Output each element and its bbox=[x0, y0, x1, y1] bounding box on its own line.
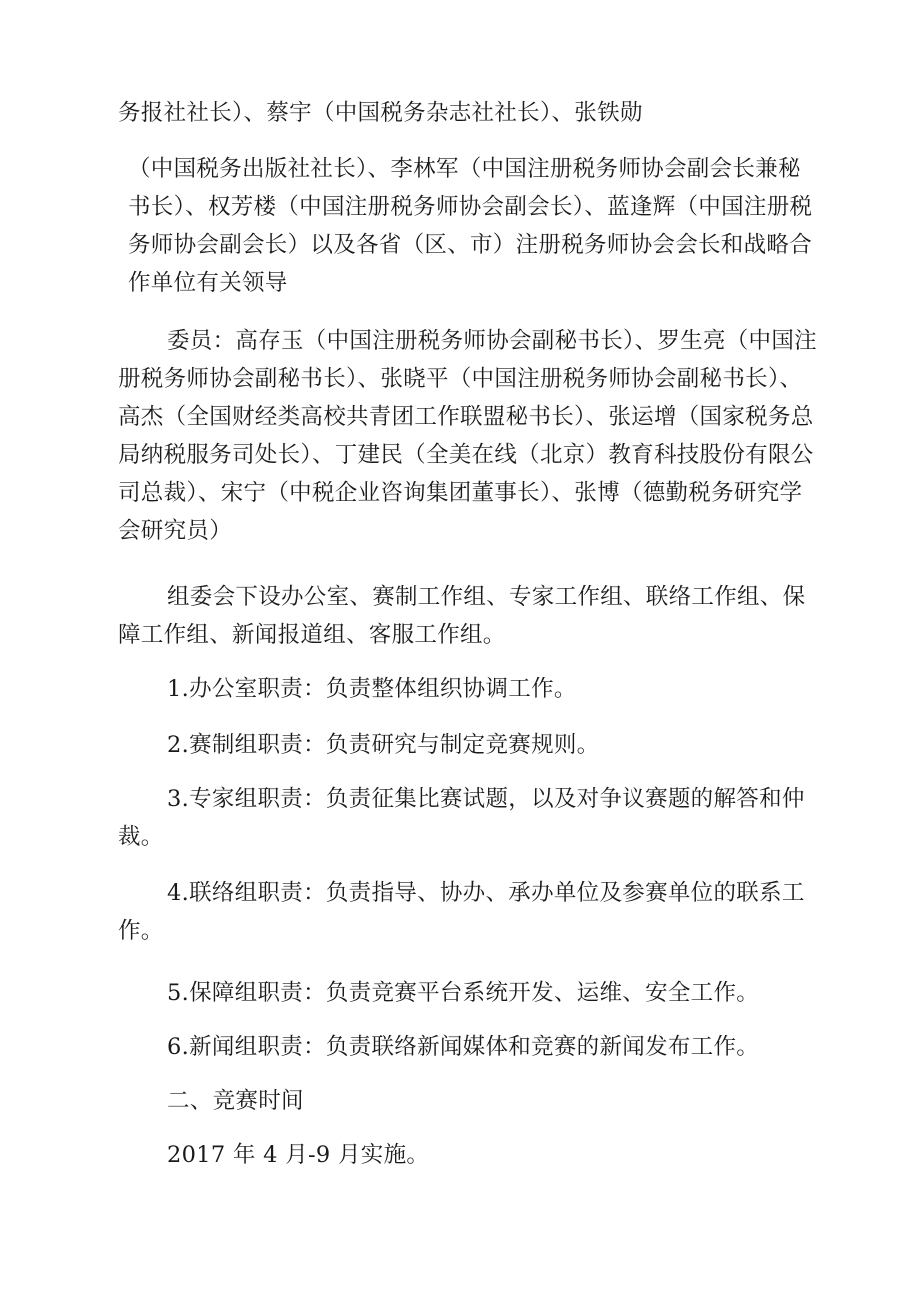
duty-item-support: 5.保障组职责：负责竞赛平台系统开发、运维、安全工作。 bbox=[167, 980, 760, 1006]
paragraph-members: 委员：高存玉（中国注册税务师协会副秘书长）、罗生亮（中国注册税务师协会副秘书长）、张晓平（中国注册税务师协会副秘书长）、高杰（全国财经类高校共青团工作联盟秘书长）、张运增（国家税务总局纳税服务司处长）、丁建民（全美在线（北京）教育科技股份有限公司总裁）、宋宁（中税企业咨询集团董事长）、张博（德勤税务研究学会研究员） bbox=[118, 328, 817, 544]
duty-item-news: 6.新闻组职责：负责联络新闻媒体和竞赛的新闻发布工作。 bbox=[167, 1034, 760, 1060]
competition-time-text: 2017 年 4 月-9 月实施。 bbox=[167, 1142, 430, 1168]
duty-item-liaison: 4.联络组职责：负责指导、协办、承办单位及参赛单位的联系工作。 bbox=[118, 880, 805, 944]
duty-item-office: 1.办公室职责：负责整体组织协调工作。 bbox=[167, 676, 577, 702]
duty-item-experts: 3.专家组职责：负责征集比赛试题，以及对争议赛题的解答和仲裁。 bbox=[118, 786, 805, 850]
paragraph-continuation: 务报社社长）、蔡宇（中国税务杂志社社长）、张铁勋 bbox=[118, 100, 643, 126]
section-heading-time: 二、竞赛时间 bbox=[167, 1088, 304, 1114]
duty-item-rules: 2.赛制组职责：负责研究与制定竞赛规则。 bbox=[167, 732, 600, 758]
paragraph-leaders: （中国税务出版社社长）、李林军（中国注册税务师协会副会长兼秘书长）、权芳楼（中国注册税务师协会副会长）、蓝逢辉（中国注册税务师协会副会长）以及各省（区、市）注册税务师协会会长和战略合作单位有关领导 bbox=[128, 156, 813, 296]
paragraph-committee-groups: 组委会下设办公室、赛制工作组、专家工作组、联络工作组、保障工作组、新闻报道组、客服工作组。 bbox=[118, 584, 806, 648]
